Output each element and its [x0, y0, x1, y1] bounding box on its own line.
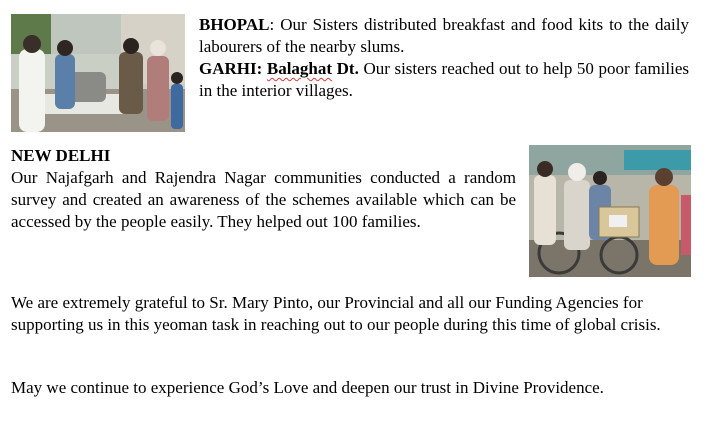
new-delhi-section — [11, 145, 516, 233]
garhi-place: GARHI: — [199, 59, 263, 78]
new-delhi-paragraph: Our Najafgarh and Rajendra Nagar communities conducted a random survey and created an awareness of the schemes available which can be accessed by the people easily. They helped out 100 families. — [11, 168, 516, 231]
bhopal-text: : Our Sisters distributed breakfast and food kits to the daily labourers of the nearby slums. — [199, 15, 689, 56]
garhi-district-suffix: Dt. — [336, 59, 359, 78]
bhopal-paragraph — [199, 14, 689, 58]
gratitude-paragraph: We are extremely grateful to Sr. Mary Pinto, our Provincial and all our Funding Agencies for supporting us in this yeoman task in reaching out to our people during this time of global crisis. — [11, 293, 661, 334]
new-delhi-heading — [11, 145, 516, 167]
prayer-paragraph: May we continue to experience God’s Love and deepen our trust in Divine Providence. — [11, 378, 604, 397]
bhopal-place: BHOPAL — [199, 15, 270, 34]
garhi-district: Balaghat — [266, 59, 333, 78]
photo-food-distribution — [11, 14, 185, 132]
photo-kit-handover — [529, 145, 691, 277]
new-delhi-heading-text: NEW DELHI — [11, 146, 111, 165]
garhi-paragraph — [199, 58, 689, 102]
garhi-text: Our sisters reached out to help 50 poor families in the interior villages. — [199, 59, 690, 100]
bhopal-garhi-section — [199, 14, 689, 102]
